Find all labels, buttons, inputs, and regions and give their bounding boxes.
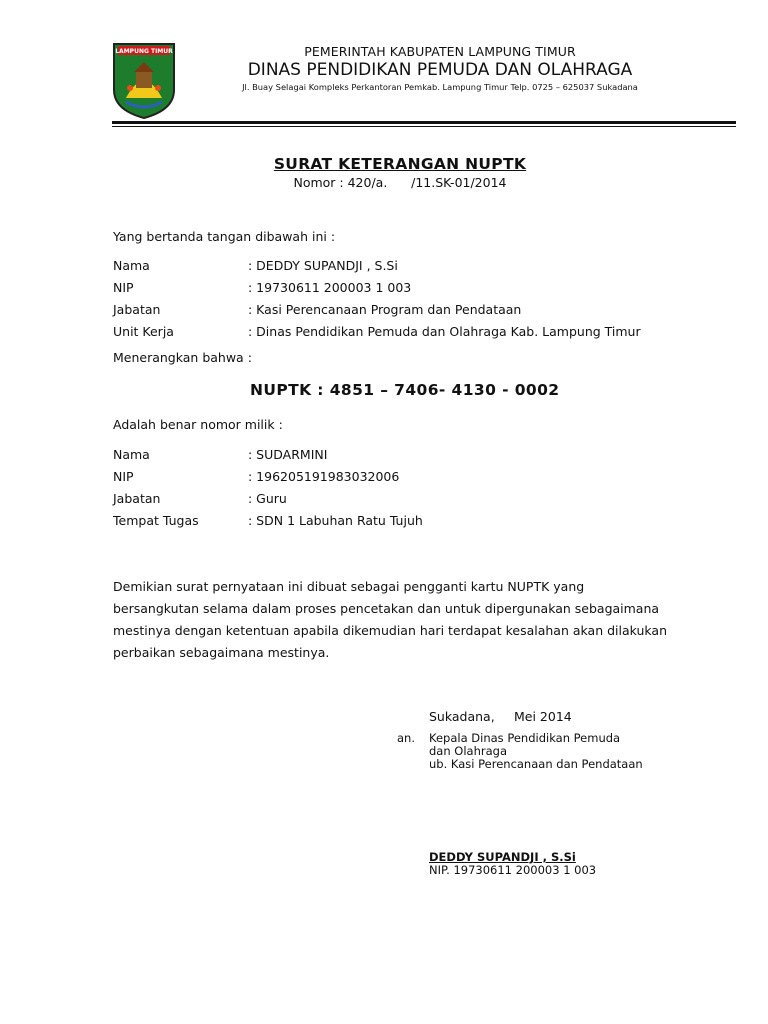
- owner-intro-text: Adalah benar nomor milik :: [113, 417, 283, 432]
- header-divider-thin: [112, 126, 736, 127]
- signatory-name: DEDDY SUPANDJI , S.Si: [429, 850, 576, 864]
- closing-line-2: bersangkutan selama dalam proses pencetakan dan untuk dipergunakan sebagaimana: [113, 601, 660, 616]
- signer-label-unit: Unit Kerja: [113, 324, 174, 339]
- owner-value-name: : SUDARMINI: [248, 447, 328, 462]
- intro-text: Yang bertanda tangan dibawah ini :: [113, 229, 336, 244]
- signer-label-nip: NIP: [113, 280, 134, 295]
- signer-value-name: : DEDDY SUPANDJI , S.Si: [248, 258, 398, 273]
- signature-role-line-1: Kepala Dinas Pendidikan Pemuda: [429, 731, 621, 745]
- signatory-nip: NIP. 19730611 200003 1 003: [429, 863, 597, 877]
- signer-value-unit: : Dinas Pendidikan Pemuda dan Olahraga Kab. Lampung Timur: [248, 324, 641, 339]
- closing-line-4: perbaikan sebagaimana mestinya.: [113, 645, 330, 660]
- owner-value-workplace: : SDN 1 Labuhan Ratu Tujuh: [248, 513, 423, 528]
- owner-label-name: Nama: [113, 447, 150, 462]
- logo-banner-text: LAMPUNG TIMUR: [115, 48, 173, 55]
- owner-value-position: : Guru: [248, 491, 287, 506]
- menerangkan-text: Menerangkan bahwa :: [113, 350, 252, 365]
- nuptk-number: NUPTK : 4851 – 7406- 4130 - 0002: [250, 381, 560, 399]
- kop-agency-name: DINAS PENDIDIKAN PEMUDA DAN OLAHRAGA: [247, 60, 633, 80]
- owner-label-nip: NIP: [113, 469, 134, 484]
- closing-line-1: Demikian surat pernyataan ini dibuat sebagai pengganti kartu NUPTK yang: [113, 579, 585, 594]
- letter-title: SURAT KETERANGAN NUPTK: [273, 155, 527, 173]
- kop-government-name: PEMERINTAH KABUPATEN LAMPUNG TIMUR: [304, 44, 576, 59]
- signature-place: Sukadana,: [429, 709, 495, 724]
- letter-number: Nomor : 420/a. /11.SK-01/2014: [293, 175, 507, 190]
- owner-label-position: Jabatan: [113, 491, 161, 506]
- signature-role-line-3: ub. Kasi Perencanaan dan Pendataan: [429, 757, 643, 771]
- owner-label-workplace: Tempat Tugas: [113, 513, 199, 528]
- signer-value-nip: : 19730611 200003 1 003: [248, 280, 412, 295]
- signer-label-position: Jabatan: [113, 302, 161, 317]
- header-divider-thick: [112, 121, 736, 124]
- signature-an: an.: [397, 731, 415, 745]
- signer-value-position: : Kasi Perencanaan Program dan Pendataan: [248, 302, 522, 317]
- owner-value-nip: : 196205191983032006: [248, 469, 400, 484]
- signature-role-line-2: dan Olahraga: [429, 744, 507, 758]
- closing-line-3: mestinya dengan ketentuan apabila dikemudian hari terdapat kesalahan akan dilakukan: [113, 623, 668, 638]
- signer-label-name: Nama: [113, 258, 150, 273]
- regency-logo: [112, 42, 176, 120]
- signature-date: Mei 2014: [514, 709, 572, 724]
- closing-paragraph: [113, 576, 673, 664]
- kop-address: Jl. Buay Selagai Kompleks Perkantoran Pemkab. Lampung Timur Telp. 0725 – 625037 Sukadana: [242, 82, 638, 92]
